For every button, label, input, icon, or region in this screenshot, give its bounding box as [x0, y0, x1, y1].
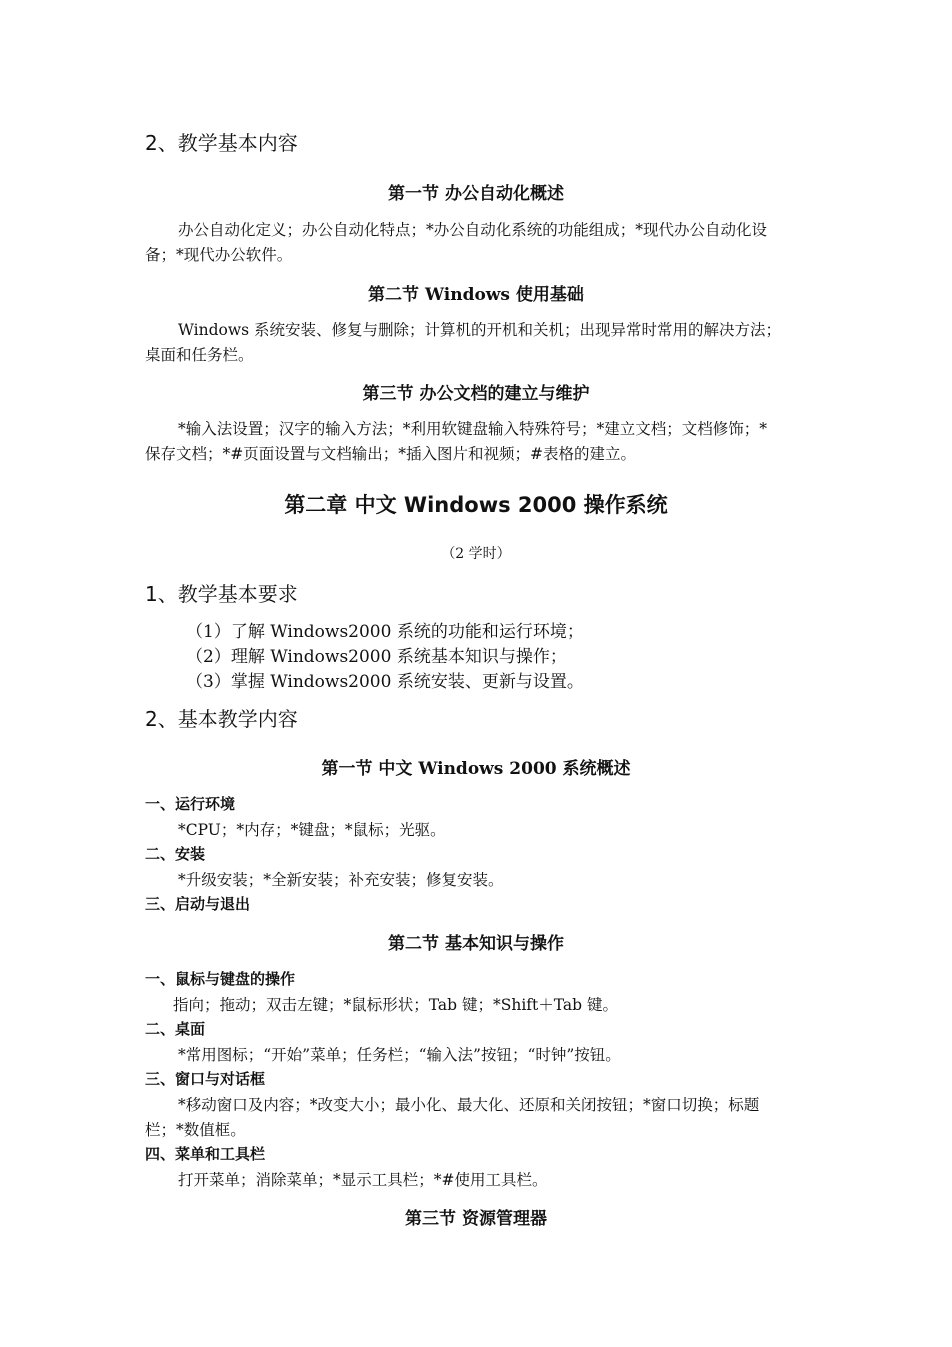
chapter2-title: 第二章 中文 Windows 2000 操作系统 [284, 493, 668, 517]
ch1-section3-line2: 保存文档；*#页面设置与文档输出；*插入图片和视频；#表格的建立。 [145, 445, 636, 463]
ch2-s1-item1-heading: 一、运行环境 [145, 795, 236, 813]
ch1-section1-line1: 办公自动化定义；办公自动化特点；*办公自动化系统的功能组成；*现代办公自动化设 [178, 221, 768, 239]
chapter2-requirement-2: （2）理解 Windows2000 系统基本知识与操作； [186, 647, 567, 667]
ch2-s1-item2-text: *升级安装；*全新安装；补充安装；修复安装。 [178, 871, 504, 889]
chapter2-requirements-heading: 1、教学基本要求 [145, 582, 298, 606]
ch2-s1-item3-heading: 三、启动与退出 [145, 895, 251, 913]
ch2-s2-item2-heading: 二、桌面 [145, 1020, 206, 1038]
ch1-section1-title: 第一节 办公自动化概述 [388, 184, 564, 204]
ch2-section2-title: 第二节 基本知识与操作 [388, 934, 564, 954]
ch1-section2-line2: 桌面和任务栏。 [145, 346, 254, 364]
ch1-section1-line2: 备；*现代办公软件。 [145, 246, 293, 264]
ch2-s1-item2-heading: 二、安装 [145, 845, 206, 863]
ch1-section3-line1: *输入法设置；汉字的输入方法；*利用软键盘输入特殊符号；*建立文档；文档修饰；* [178, 420, 768, 438]
chapter2-requirement-3: （3）掌握 Windows2000 系统安装、更新与设置。 [186, 672, 584, 692]
ch2-s2-item2-text: *常用图标；“开始”菜单；任务栏；“输入法”按钮；“时钟”按钮。 [178, 1046, 621, 1064]
ch2-s2-item1-text: 指向；拖动；双击左键；*鼠标形状；Tab 键；*Shift＋Tab 键。 [173, 996, 618, 1014]
ch2-s2-item3-line2: 栏；*数值框。 [145, 1121, 246, 1139]
chapter2-content-heading: 2、基本教学内容 [145, 707, 298, 731]
ch2-section1-title: 第一节 中文 Windows 2000 系统概述 [321, 759, 631, 779]
ch1-section2-line1: Windows 系统安装、修复与删除；计算机的开机和关机；出现异常时常用的解决方法； [178, 321, 782, 339]
ch2-s2-item3-line1: *移动窗口及内容；*改变大小；最小化、最大化、还原和关闭按钮；*窗口切换；标题 [178, 1096, 760, 1114]
section-heading-teaching-content: 2、教学基本内容 [145, 131, 298, 155]
ch1-section2-title-text: 第二节 Windows 使用基础 [368, 285, 584, 305]
ch2-s2-item4-heading: 四、菜单和工具栏 [145, 1145, 266, 1163]
ch1-section3-title: 第三节 办公文档的建立与维护 [362, 384, 590, 404]
chapter2-hours: （2 学时） [441, 546, 511, 562]
ch2-s1-item1-text: *CPU；*内存；*键盘；*鼠标；光驱。 [178, 821, 446, 839]
ch2-s2-item4-text: 打开菜单；消除菜单；*显示工具栏；*#使用工具栏。 [178, 1171, 548, 1189]
ch2-s2-item1-heading: 一、鼠标与键盘的操作 [145, 970, 296, 988]
chapter2-requirement-1: （1）了解 Windows2000 系统的功能和运行环境； [186, 622, 584, 642]
ch1-section2-title [0, 280, 952, 305]
ch2-section3-title: 第三节 资源管理器 [405, 1209, 547, 1229]
ch2-s2-item3-heading: 三、窗口与对话框 [145, 1070, 266, 1088]
